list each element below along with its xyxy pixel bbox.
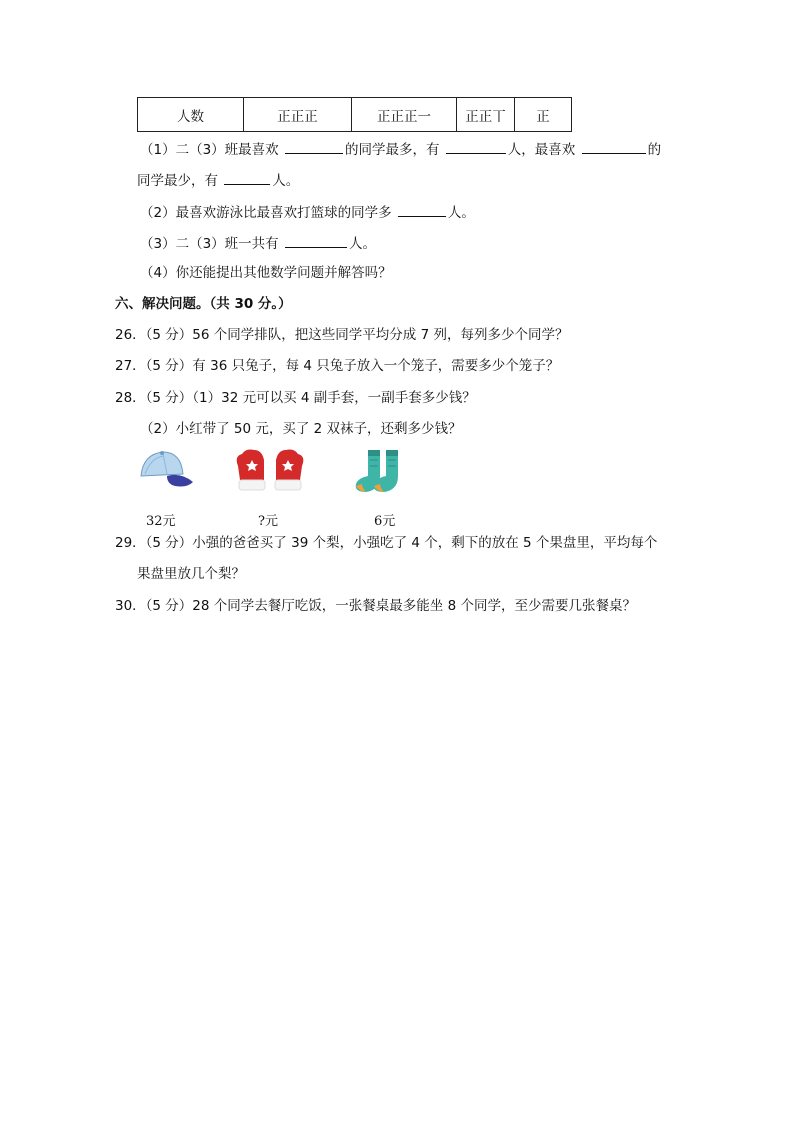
question-29-line1: 29．（5 分）小强的爸爸买了 39 个梨，小强吃了 4 个，剩下的放在 5 个果盘里，平均每个 <box>115 535 658 551</box>
socks-price: 6元 <box>374 514 396 529</box>
question-27: 27．（5 分）有 36 只兔子，每 4 只兔子放入一个笼子，需要多少个笼子？ <box>115 358 560 374</box>
q25-sub3 <box>140 233 376 253</box>
q25-sub2-text-b: 人。 <box>447 205 475 221</box>
question-28-sub2: （2）小红带了 50 元，买了 2 双袜子，还剩多少钱？ <box>140 421 462 437</box>
q25-sub1-text-f: 人。 <box>272 173 300 189</box>
cap-icon <box>137 446 195 491</box>
q25-sub1-line2 <box>137 170 299 190</box>
section-title: 六、解决问题。（共 30 分。） <box>115 296 292 312</box>
q25-sub1-text-b: 的同学最多，有 <box>344 142 440 158</box>
answer-blank[interactable] <box>224 170 270 185</box>
question-30: 30．（5 分）28 个同学去餐厅吃饭，一张餐桌最多能坐 8 个同学，至少需要几张餐桌？ <box>115 598 636 614</box>
q25-sub1-text-e: 同学最少，有 <box>137 173 218 189</box>
q25-sub1-text-a: （1）二（3）班最喜欢 <box>140 142 279 158</box>
q25-sub2 <box>140 202 475 222</box>
mittens-price: ?元 <box>258 514 278 529</box>
question-29-line2: 果盘里放几个梨？ <box>137 566 245 582</box>
q25-sub4: （4）你还能提出其他数学问题并解答吗？ <box>140 265 392 281</box>
question-28-sub1: 28．（5 分）（1）32 元可以买 4 副手套，一副手套多少钱？ <box>115 390 476 406</box>
cap-price: 32元 <box>146 514 176 529</box>
question-26: 26．（5 分）56 个同学排队，把这些同学平均分成 7 列，每列多少个同学？ <box>115 327 569 343</box>
table-cell: 正 <box>515 98 572 132</box>
table-row <box>138 98 572 132</box>
table-cell: 正正正 <box>244 98 352 132</box>
q25-sub2-text: （2）最喜欢游泳比最喜欢打篮球的同学多 <box>140 205 392 221</box>
mittens-icon <box>232 446 308 498</box>
answer-blank[interactable] <box>285 233 347 248</box>
q25-sub3-text-b: 人。 <box>348 236 376 252</box>
q25-sub1-line1 <box>140 139 661 159</box>
table-cell: 正正正一 <box>352 98 457 132</box>
tally-table <box>137 97 572 132</box>
table-cell: 正正丅 <box>457 98 515 132</box>
q25-sub3-text: （3）二（3）班一共有 <box>140 236 279 252</box>
answer-blank[interactable] <box>446 139 506 154</box>
table-cell-label: 人数 <box>138 98 244 132</box>
answer-blank[interactable] <box>285 139 343 154</box>
socks-icon <box>350 446 412 498</box>
answer-blank[interactable] <box>582 139 646 154</box>
q25-sub1-text-d: 的 <box>647 142 662 158</box>
q25-sub1-text-c: 人，最喜欢 <box>507 142 576 158</box>
answer-blank[interactable] <box>398 202 446 217</box>
